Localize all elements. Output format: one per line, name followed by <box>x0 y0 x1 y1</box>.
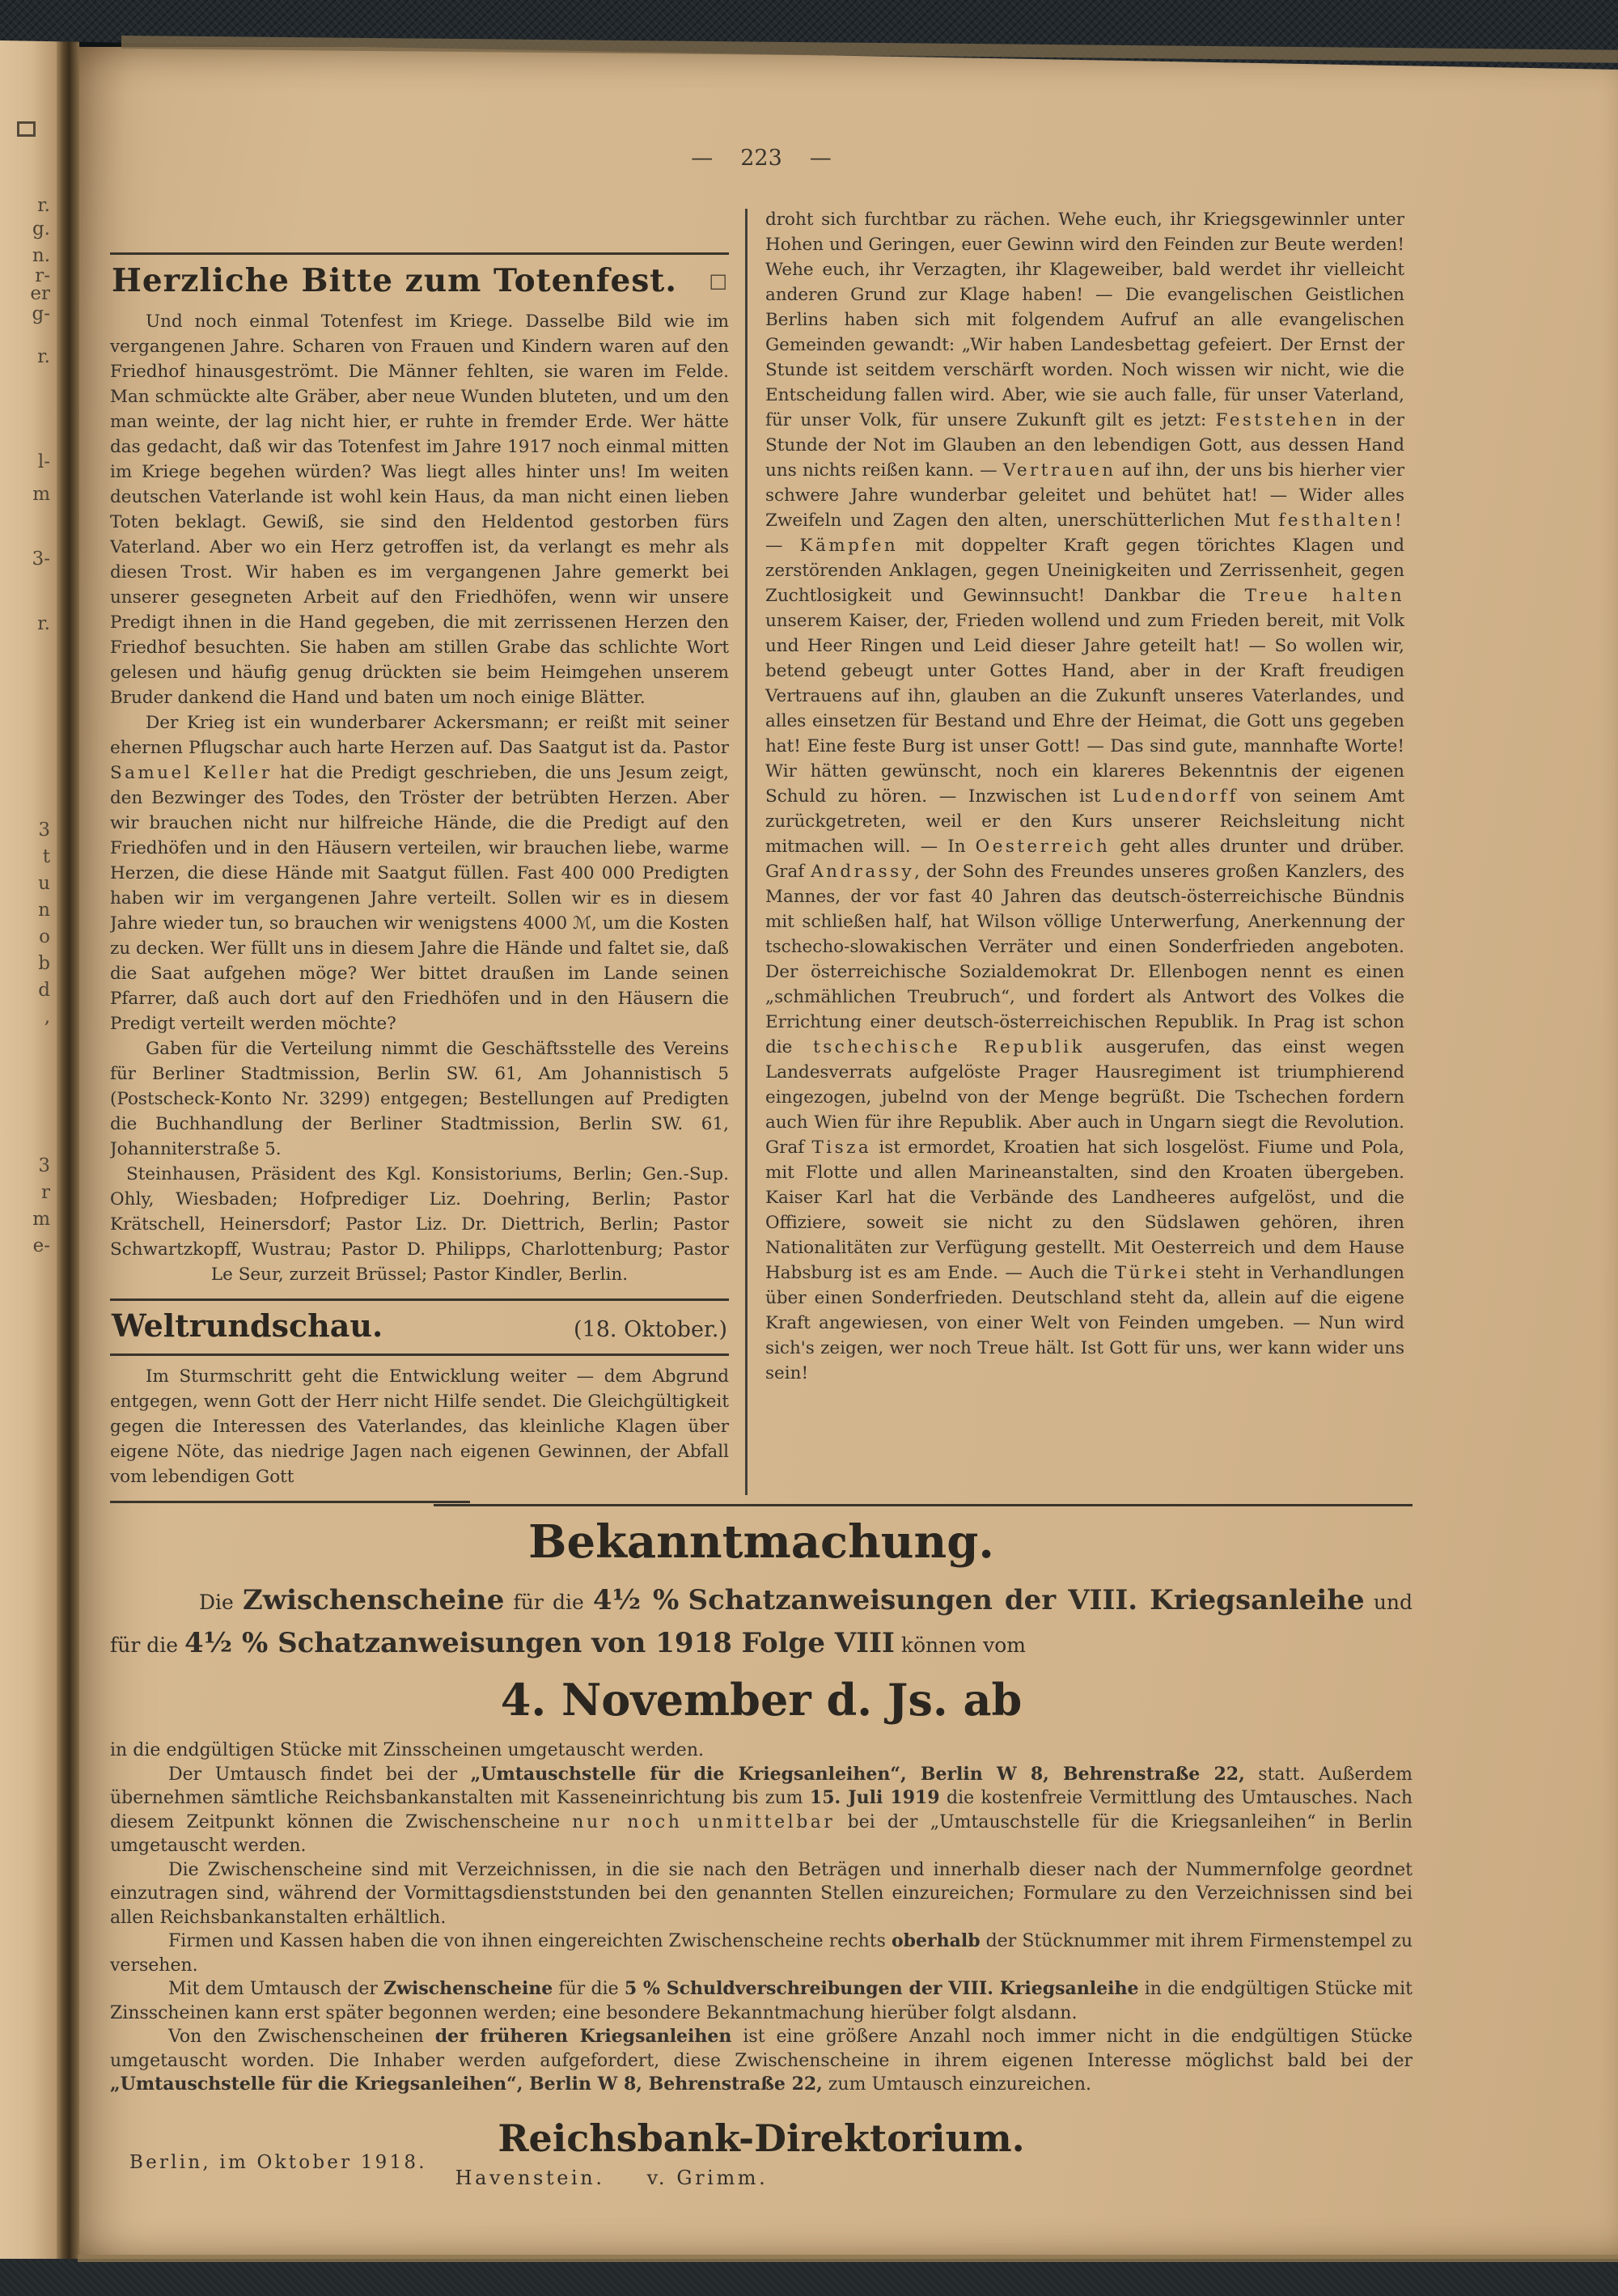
text-segment: festhalten! <box>1278 510 1404 531</box>
margin-text-fragment: r. <box>37 346 50 367</box>
text-segment: zum Umtausch einzureichen. <box>822 2074 1091 2095</box>
text-segment: Der Umtausch findet bei der <box>168 1764 471 1785</box>
facing-page-edge <box>0 0 57 2296</box>
text-segment: Schatzanweisungen der VIII. Kriegsanleihe <box>688 1584 1365 1616</box>
margin-text-fragment: m <box>32 484 50 505</box>
text-segment: in der Stunde der Not im Glauben an den lebendigen Gott, aus dessen Hand uns nichts reißen kann. — <box>765 410 1404 481</box>
margin-text-fragment: r. <box>37 613 50 634</box>
margin-text-fragment: e- <box>32 1235 50 1256</box>
text-segment: Und noch einmal Totenfest im Kriege. Dasselbe Bild wie im vergangenen Jahre. Scharen von Frauen und Kindern waren auf den Friedhof hinausgeströmt. Die Männer fehlten, sie waren im Felde. Man schmückte alte Gräber, aber neue Wunden bluteten, und um den man weinte, der lag nicht hier, er ruhte in fremder Erde. Wer hätte das gedacht, daß wir das Totenfest im Jahre 1917 noch einmal mitten im Kriege begehen würden? Was liegt alles hinter uns! Im weiten deutschen Vaterlande ist wohl kein Haus, da man nicht einen lieben Toten beklagt. Gewiß, sie sind den Heldentod gestorben fürs Vaterland. Aber wo ein Herz getroffen ist, da verlangt es mehr als diesen Trost. Wir haben es im vergangenen Jahre gemerkt bei unserer gesegneten Arbeit auf den Friedhöfen, wenn wir unsere Predigt ihnen in die Hand gegeben, die mit zerrissenen Herzen den Friedhof besuchten. Sie haben am stillen Grabe das schlichte Wort gelesen und häufig genug drückten sie beim Heimgehen unserem Bruder dankend die Hand und baten um noch einige Blätter. <box>110 311 729 708</box>
place-date: Berlin, im Oktober 1918. <box>129 2151 427 2173</box>
text-segment: die kostenfreie Vermittlung des Umtausches. Nach diesem Zeitpunkt können die Zwischenscheine <box>110 1788 1413 1832</box>
margin-text-fragment: l- <box>37 451 50 472</box>
margin-text-fragment: n. <box>32 245 50 266</box>
page-stack-edge-bottom <box>78 2255 1618 2262</box>
text-segment: 4½ % <box>592 1584 680 1616</box>
text-segment: ist eine größere Anzahl noch immer nicht in die endgültigen Stücke umgetauscht worden. Die Inhaber werden aufgefordert, diese Zwischenscheine in ihrem eigenen Interesse möglichst bald bei der <box>110 2027 1413 2071</box>
text-segment: in die endgültigen Stücke mit Zinsscheinen umgetauscht werden. <box>110 1740 704 1760</box>
margin-text-fragment: er <box>30 283 50 304</box>
text-segment: Steinhausen, Präsident des Kgl. Konsistoriums, Berlin; Gen.-Sup. Ohly, Wiesbaden; Hofprediger Liz. Doehring, Berlin; Pastor Krätschell, Heinersdorf; Pastor Liz. Dr. Diettrich, Berlin; Pastor Schwartzkopff, Wustrau; Pastor D. Philipps, Charlottenburg; Pastor Le Seur, zurzeit Brüssel; Pastor Kindler, Berlin. <box>110 1164 729 1285</box>
margin-box-mark <box>17 121 36 137</box>
text-segment: Gaben für die Verteilung nimmt die Geschäftsstelle des Vereins für Berliner Stadtmission, Berlin SW. 61, Am Johannistisch 5 (Postscheck-Konto Nr. 3299) entgegen; Bestellungen auf Predigten die Buchhandlung der Berliner Stadtmission, Berlin SW. 61, Johanniterstraße 5. <box>110 1039 729 1159</box>
margin-text-fragment: n <box>38 900 50 921</box>
book-binding-bottom <box>0 2259 1618 2296</box>
paragraph <box>110 1858 1413 1930</box>
text-segment: „Umtauschstelle für die Kriegsanleihen“, Berlin W 8, Behrenstraße 22, <box>110 2074 823 2095</box>
text-segment: Zwischenscheine <box>242 1584 505 1616</box>
announcement-title: Bekanntmachung. <box>528 1515 994 1569</box>
text-segment: 15. Juli 1919 <box>809 1787 940 1808</box>
margin-text-fragment: g. <box>32 218 50 239</box>
text-segment: „Umtauschstelle für die Kriegsanleihen“, Berlin W 8, Behrenstraße 22, <box>470 1763 1245 1785</box>
paragraph <box>110 309 729 710</box>
paragraph <box>110 2025 1413 2097</box>
text-segment: Von den Zwischenscheinen <box>168 2027 435 2047</box>
margin-text-fragment: 3- <box>32 549 50 570</box>
margin-text-fragment: 3 <box>38 820 50 841</box>
text-segment: unserem Kaiser, der, Frieden wollend und zum Frieden bereit, mit Volk und Heer Ringen und Leid dieser Jahre geteilt hat! — So wollen wir, betend gebeugt unter Gottes Hand, aber in der Kraft freudigen Vertrauens auf ihn, glauben an die Zukunft unseres Vaterlandes, und alles einsetzen für Bestand und Ehre der Heimat, die Gott uns gegeben hat! Eine feste Burg ist unser Gott! — Das sind gute, mannhafte Worte! Wir hätten gewünscht, noch ein klareres Bekenntnis der eigenen Schuld zu hören. — Inzwischen ist <box>765 611 1404 807</box>
text-segment: statt. Außerdem übernehmen sämtliche Reichsbankanstalten mit Kasseneinrichtung bis zum <box>110 1764 1413 1808</box>
text-segment: Andrassy <box>811 862 915 882</box>
signatory-name: v. Grimm. <box>646 2166 769 2189</box>
section-rule <box>434 1504 1413 1506</box>
text-segment: Ludendorff <box>1112 786 1239 807</box>
page-number-dash: — <box>691 146 714 171</box>
margin-text-fragment: o <box>39 926 50 947</box>
text-segment: Die Zwischenscheine sind mit Verzeichnissen, in die sie nach den Beträgen und innerhalb dieser nach der Nummernfolge geordnet einzutragen sind, während der Vormittagsdienststunden bei den genannten Stellen einzureichen; Formulare zu den Verzeichnissen sind bei allen Reichsbankanstalten erhältlich. <box>110 1859 1413 1928</box>
text-segment: oberhalb <box>891 1930 981 1951</box>
text-segment: Kämpfen <box>799 536 899 556</box>
margin-text-fragment: 3 <box>38 1155 50 1176</box>
section-title: Weltrundschau. <box>112 1307 383 1344</box>
text-segment <box>679 1591 688 1614</box>
text-segment: Samuel Keller <box>110 763 273 783</box>
text-segment: hat die Predigt geschrieben, die uns Jesum zeigt, den Bezwinger des Todes, den Tröster der betrübten Herzen. Aber wir brauchen nicht nur hilfreiche Hände, die die Predigt auf den Friedhöfen und in den Häusern verteilen, wir brauchen liebe, warme Herzen, die diese Hände mit Saatgut füllen. Fast 400 000 Predigten haben wir im vergangenen Jahre verteilt. Sollen wir es in diesem Jahre wieder tun, so brauchen wir wenigstens 4000 ℳ, um die Kosten zu decken. Wer füllt uns in diesem Jahre die Hände und faltet sie, daß die Saat aufgehen möge? Wer bittet draußen im Lande seinen Pfarrer, daß auch dort auf den Friedhöfen und in den Häusern die Predigt verteilt werden möchte? <box>110 763 729 1034</box>
text-segment: können vom <box>894 1633 1026 1657</box>
text-segment: Treue halten <box>1244 586 1404 606</box>
page-number-dash: — <box>809 146 832 171</box>
announcement-intro <box>110 1580 1413 1666</box>
text-segment: — <box>765 536 800 556</box>
text-segment: Feststehen <box>1215 410 1340 430</box>
text-segment: Oesterreich <box>975 837 1111 857</box>
text-segment: in die endgültigen Stücke mit Zinsscheinen kann erst später begonnen werden; eine besondere Bekanntmachung hierüber folgt alsdann. <box>110 1979 1413 2023</box>
paragraph <box>110 1977 1413 2025</box>
paragraph <box>110 1739 1413 1763</box>
text-segment: nur noch unmittelbar <box>572 1811 836 1832</box>
paragraph <box>110 1162 729 1287</box>
text-segment: auf ihn, der uns bis hierher vier schwere Jahre wunderbar geleitet und behütet hat! — Wider alles Zweifeln und Zagen den alten, unerschütterlichen Mut <box>765 460 1404 531</box>
signatory-names <box>0 2167 1263 2189</box>
page-number-value: 223 <box>740 146 782 171</box>
column-divider-rule <box>745 209 748 1495</box>
section-rule <box>110 1501 470 1503</box>
paragraph <box>110 1364 729 1489</box>
text-segment: der früheren Kriegsanleihen <box>434 2026 732 2047</box>
paragraph <box>110 710 729 1036</box>
margin-text-fragment: r- <box>35 265 50 286</box>
margin-text-fragment: t <box>42 846 50 867</box>
signatory-name: Havenstein. <box>455 2166 605 2189</box>
announcement-section <box>110 1501 1413 2230</box>
paragraph <box>110 1930 1413 1977</box>
weltrundschau-header <box>110 1298 729 1356</box>
section-end-marker-icon: □ <box>709 269 727 292</box>
text-segment: geht alles drunter und drüber. Graf <box>765 837 1404 882</box>
journal-page <box>79 47 1618 2259</box>
text-segment: Türkei <box>1114 1263 1189 1283</box>
text-segment: der Stücknummer mit ihrem Firmenstempel zu versehen. <box>110 1931 1413 1976</box>
text-segment: ist ermordet, Kroatien hat sich losgelöst. Fiume und Pola, mit Flotte und allen Marineanstalten, sind den Kroaten übergeben. Kaiser Karl hat die Verbände des Landheeres aufgelöst, und die Offiziere, soweit sie nicht zu den Südslawen gehören, ihren Nationalitäten zur Verfügung gestellt. Mit Oesterreich und dem Hause Habsburg ist es am Ende. — Auch die <box>765 1137 1404 1283</box>
text-segment: Im Sturmschritt geht die Entwicklung weiter — dem Abgrund entgegen, wenn Gott der Herr nicht Hilfe sendet. Die Gleichgültigkeit gegen die Interessen des Vaterlandes, das kleinliche Klagen über eigene Nöte, das niedrige Jagen nach eigenen Gewinnen, der Abfall vom lebendigen Gott <box>110 1366 729 1487</box>
text-segment: droht sich furchtbar zu rächen. Wehe euch, ihr Kriegsgewinnler unter Hohen und Geringen, euer Gewinn wird den Feinden zur Beute werden! Wehe euch, ihr Verzagten, ihr Klageweiber, bald werdet ihr vielleicht anderen Grund zur Klage haben! — Die evangelischen Geistlichen Berlins haben sich mit folgendem Aufruf an alle evangelischen Gemeinden gewandt: „Wir haben Landesbettag gefeiert. Der Ernst der Stunde ist seitdem verschärft worden. Noch wissen wir nicht, wie die Entscheidung fallen wird. Aber, wie sie auch falle, für unser Vaterland, für unser Volk, für unsere Zukunft gilt es jetzt: <box>765 210 1404 430</box>
paragraph <box>110 1763 1413 1858</box>
text-segment: 5 % Schuldverschreibungen der VIII. Kriegsanleihe <box>624 1978 1139 1999</box>
margin-text-fragment: b <box>38 953 50 974</box>
text-segment: für die <box>553 1979 625 1999</box>
text-segment: von seinem Amt zurückgetreten, weil er den Kurs unserer Reichsleitung nicht mitmachen will. — In <box>765 786 1404 857</box>
text-segment: , der Sohn des Freundes unseres großen Kanzlers, des Mannes, der vor fast 40 Jahren das deutsch-österreichische Bündnis mit schließen half, hat Wilson völlige Unterwerfung, Anerkennung der tschecho-slowakischen Verräter und einen Sonderfrieden angeboten. Der österreichische Sozialdemokrat Dr. Ellenbogen nennt es einen „schmählichen Treubruch“, und fordert als Antwort des Volkes die Errichtung einer deutsch-österreichischen Republik. In Prag ist schon die <box>765 862 1405 1057</box>
right-column <box>765 201 1404 1501</box>
margin-text-fragment: , <box>44 1006 50 1027</box>
margin-text-fragment: g- <box>32 303 50 324</box>
margin-text-fragment: r. <box>37 195 50 216</box>
text-segment: Zwischenscheine <box>383 1978 553 1999</box>
text-segment: Tisza <box>811 1137 872 1158</box>
issuer-signature: Reichsbank-Direktorium. <box>498 2116 1025 2160</box>
announcement-date-line: 4. November d. Js. ab <box>500 1674 1023 1726</box>
text-segment: mit doppelter Kraft gegen törichtes Klagen und zerstörenden Anklagen, gegen Uneinigkeiten und Zerrissenheit, gegen Zuchtlosigkeit und Gewinnsucht! Dankbar die <box>765 536 1404 606</box>
text-segment: Vertrauen <box>1002 460 1116 481</box>
margin-text-fragment: m <box>32 1209 50 1230</box>
text-segment: Mit dem Umtausch der <box>168 1979 384 1999</box>
text-segment: Die <box>199 1591 243 1614</box>
article-body <box>110 309 729 1287</box>
text-segment: tschechische Republik <box>813 1037 1085 1057</box>
text-segment: ausgerufen, das einst wegen Landesverrats aufgelöste Prager Hausregiment ist triumphierend eingezogen, jubelnd von der Menge begrüßt. Die Tschechen fordern auch Wien für ihre Republik. Aber auch in Ungarn siegt die Revolution. Graf <box>765 1037 1404 1158</box>
article-title: Herzliche Bitte zum Totenfest. <box>112 262 677 299</box>
section-body <box>110 1364 729 1489</box>
text-segment: Firmen und Kassen haben die von ihnen eingereichten Zwischenscheine rechts <box>168 1931 892 1951</box>
text-segment: und für die <box>110 1591 1413 1657</box>
left-column <box>110 201 729 1501</box>
page-number <box>110 146 1413 171</box>
section-date: (18. Oktober.) <box>574 1317 727 1342</box>
gutter-shadow <box>57 0 79 2296</box>
announcement-body <box>110 1739 1413 2097</box>
text-segment: steht in Verhandlungen über einen Sonderfrieden. Deutschland steht da, allein auf die eigene Kraft angewiesen, von einer Welt von Feinden umgeben. — Nun wird sich's zeigen, wer noch Treue hält. Ist Gott für uns, wer kann wider uns sein! <box>765 1263 1405 1383</box>
article-header <box>110 252 729 303</box>
margin-text-fragment: u <box>38 873 50 894</box>
margin-text-fragment: d <box>38 980 50 1001</box>
margin-text-fragment: r <box>41 1182 50 1203</box>
announcement-footer <box>110 2116 1413 2230</box>
text-columns <box>110 201 1413 1501</box>
text-segment: 4½ % Schatzanweisungen von 1918 Folge VIII <box>184 1627 895 1659</box>
text-segment: bei der „Umtauschstelle für die Kriegsanleihen“ in Berlin umgetauscht werden. <box>110 1811 1413 1856</box>
paragraph <box>765 207 1404 1386</box>
text-segment: für die <box>504 1591 593 1614</box>
paragraph <box>110 1036 729 1162</box>
text-segment: Der Krieg ist ein wunderbarer Ackersmann; er reißt mit seiner ehernen Pflugschar auch harte Herzen auf. Das Saatgut ist da. Pastor <box>110 713 729 758</box>
